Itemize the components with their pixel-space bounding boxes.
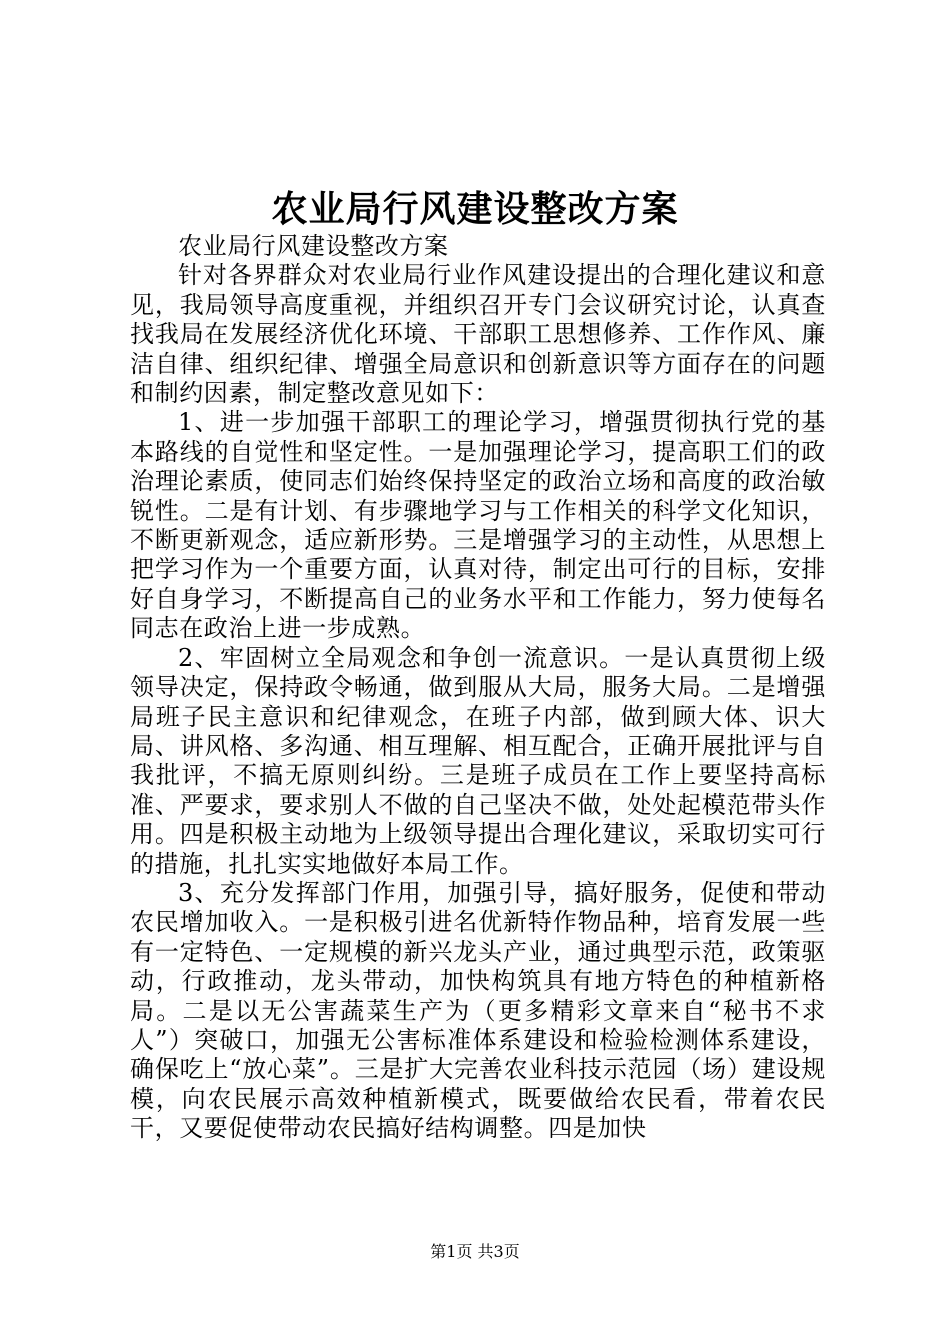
paragraph-item-3: 3、充分发挥部门作用，加强引导，搞好服务，促使和带动农民增加收入。一是积极引进名优新特作物品种，培育发展一些有一定特色、一定规模的新兴龙头产业，通过典型示范，政策驱动，行政推动，龙头带动，加快构筑具有地方特色的种植新格局。二是以无公害蔬菜生产为（更多精彩文章来自“秘书不求人”）突破口，加强无公害标准体系建设和检验检测体系建设，确保吃上“放心菜”。三是扩大完善农业科技示范园（场）建设规模，向农民展示高效种植新模式，既要做给农民看，带着农民干，又要促使带动农民搞好结构调整。四是加快 [130,878,826,1143]
paragraph-intro: 针对各界群众对农业局行业作风建设提出的合理化建议和意见，我局领导高度重视，并组织召开专门会议研究讨论，认真查找我局在发展经济优化环境、干部职工思想修养、工作作风、廉洁自律、组织纪律、增强全局意识和创新意识等方面存在的问题和制约因素，制定整改意见如下： [130,261,826,408]
paragraph-item-1: 1、进一步加强干部职工的理论学习，增强贯彻执行党的基本路线的自觉性和坚定性。一是加强理论学习，提高职工们的政治理论素质，使同志们始终保持坚定的政治立场和高度的政治敏锐性。二是有计划、有步骤地学习与工作相关的科学文化知识，不断更新观念，适应新形势。三是增强学习的主动性，从思想上把学习作为一个重要方面，认真对待，制定出可行的目标，安排好自身学习，不断提高自己的业务水平和工作能力，努力使每名同志在政治上进一步成熟。 [130,408,826,643]
paragraph-item-2: 2、牢固树立全局观念和争创一流意识。一是认真贯彻上级领导决定，保持政令畅通，做到服从大局，服务大局。二是增强局班子民主意识和纪律观念，在班子内部，做到顾大体、识大局、讲风格、多沟通、相互理解、相互配合，正确开展批评与自我批评，不搞无原则纠纷。三是班子成员在工作上要坚持高标准、严要求，要求别人不做的自己坚决不做，处处起模范带头作用。四是积极主动地为上级领导提出合理化建议，采取切实可行的措施，扎扎实实地做好本局工作。 [130,643,826,878]
document-body [130,232,826,1144]
page-footer: 第1页 共3页 [430,1242,520,1261]
paragraph-subtitle: 农业局行风建设整改方案 [178,232,449,260]
document-title: 农业局行风建设整改方案 [271,188,679,230]
